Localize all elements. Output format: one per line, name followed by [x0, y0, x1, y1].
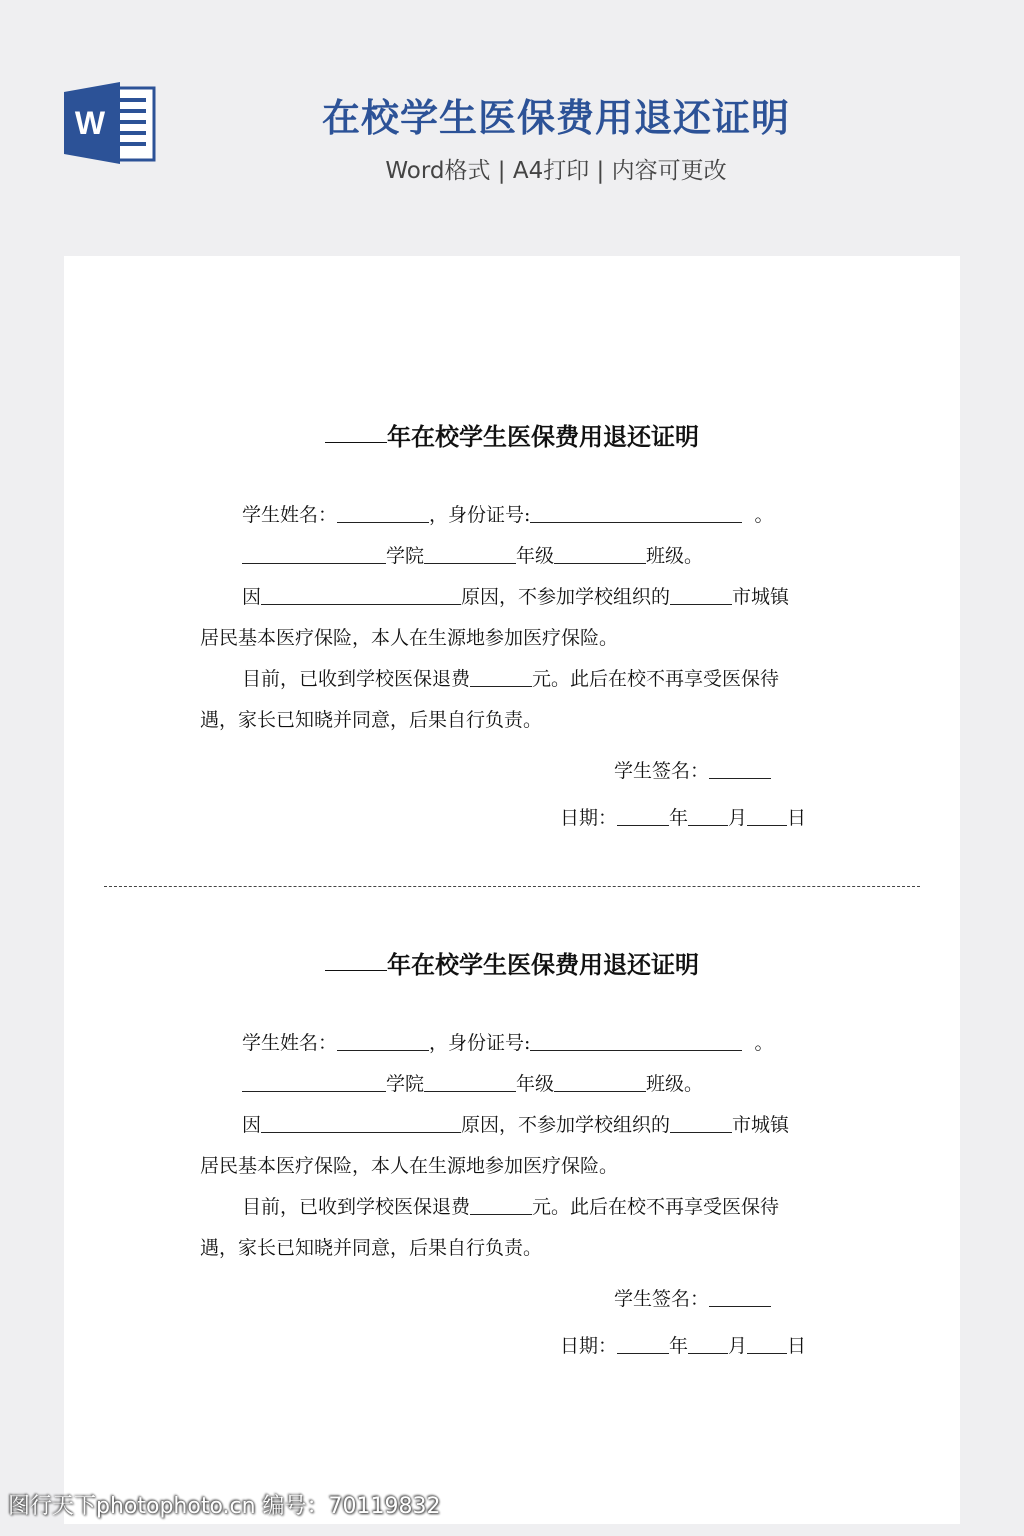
word-icon [64, 82, 156, 164]
line-reason: 因 原因，不参加学校组织的 市城镇 [242, 1114, 790, 1136]
line-consent: 遇，家长已知晓并同意，后果自行负责。 [200, 1237, 543, 1259]
line-refund: 目前，已收到学校医保退费 元。此后在校不再享受医保待 [242, 668, 780, 690]
city-blank[interactable] [670, 1112, 732, 1133]
date-year-blank[interactable] [617, 1333, 669, 1354]
signature-line: 学生签名： [614, 1284, 834, 1314]
id-number-blank[interactable] [530, 1030, 742, 1051]
year-blank[interactable] [325, 944, 387, 971]
year-blank[interactable] [325, 416, 387, 443]
word-logo-letter: W [74, 105, 106, 141]
line-reason: 因 原因，不参加学校组织的 市城镇 [242, 586, 790, 608]
certificate-title: 年在校学生医保费用退还证明 [64, 944, 960, 985]
class-blank[interactable] [554, 543, 646, 564]
signature-blank[interactable] [709, 1286, 771, 1307]
line-insurance: 居民基本医疗保险，本人在生源地参加医疗保险。 [200, 627, 619, 649]
line-refund: 目前，已收到学校医保退费 元。此后在校不再享受医保待 [242, 1196, 780, 1218]
refund-amount-blank[interactable] [470, 1194, 532, 1215]
name-blank[interactable] [337, 502, 429, 523]
college-blank[interactable] [242, 1071, 386, 1092]
class-blank[interactable] [554, 1071, 646, 1092]
line-college-info: 学院 年级 班级。 [242, 541, 882, 571]
page-title: 在校学生医保费用退还证明 [321, 96, 790, 140]
college-blank[interactable] [242, 543, 386, 564]
date-day-blank[interactable] [747, 1333, 787, 1354]
date-year-blank[interactable] [617, 805, 669, 826]
date-month-blank[interactable] [688, 805, 728, 826]
page-subtitle: Word格式 | A4打印 | 内容可更改 [385, 158, 727, 184]
line-insurance: 居民基本医疗保险，本人在生源地参加医疗保险。 [200, 1155, 619, 1177]
grade-blank[interactable] [424, 543, 516, 564]
line-student-info: 学生姓名： ，身份证号: 。 [242, 1032, 774, 1054]
document-page [64, 256, 960, 1524]
signature-line: 学生签名： [614, 756, 834, 786]
refund-amount-blank[interactable] [470, 666, 532, 687]
line-consent: 遇，家长已知晓并同意，后果自行负责。 [200, 709, 543, 731]
watermark: 图行天下photophoto.cn 编号：70119832 [8, 1494, 441, 1519]
certificate-title: 年在校学生医保费用退还证明 [64, 416, 960, 457]
city-blank[interactable] [670, 584, 732, 605]
signature-blank[interactable] [709, 758, 771, 779]
id-number-blank[interactable] [530, 502, 742, 523]
reason-blank[interactable] [261, 584, 461, 605]
date-line: 日期： 年 月 日 [560, 807, 807, 829]
reason-blank[interactable] [261, 1112, 461, 1133]
name-blank[interactable] [337, 1030, 429, 1051]
cut-divider [104, 886, 920, 887]
date-line: 日期： 年 月 日 [560, 1335, 807, 1357]
date-day-blank[interactable] [747, 805, 787, 826]
line-college-info: 学院 年级 班级。 [242, 1069, 882, 1099]
line-student-info: 学生姓名： ，身份证号: 。 [242, 504, 774, 526]
grade-blank[interactable] [424, 1071, 516, 1092]
date-month-blank[interactable] [688, 1333, 728, 1354]
